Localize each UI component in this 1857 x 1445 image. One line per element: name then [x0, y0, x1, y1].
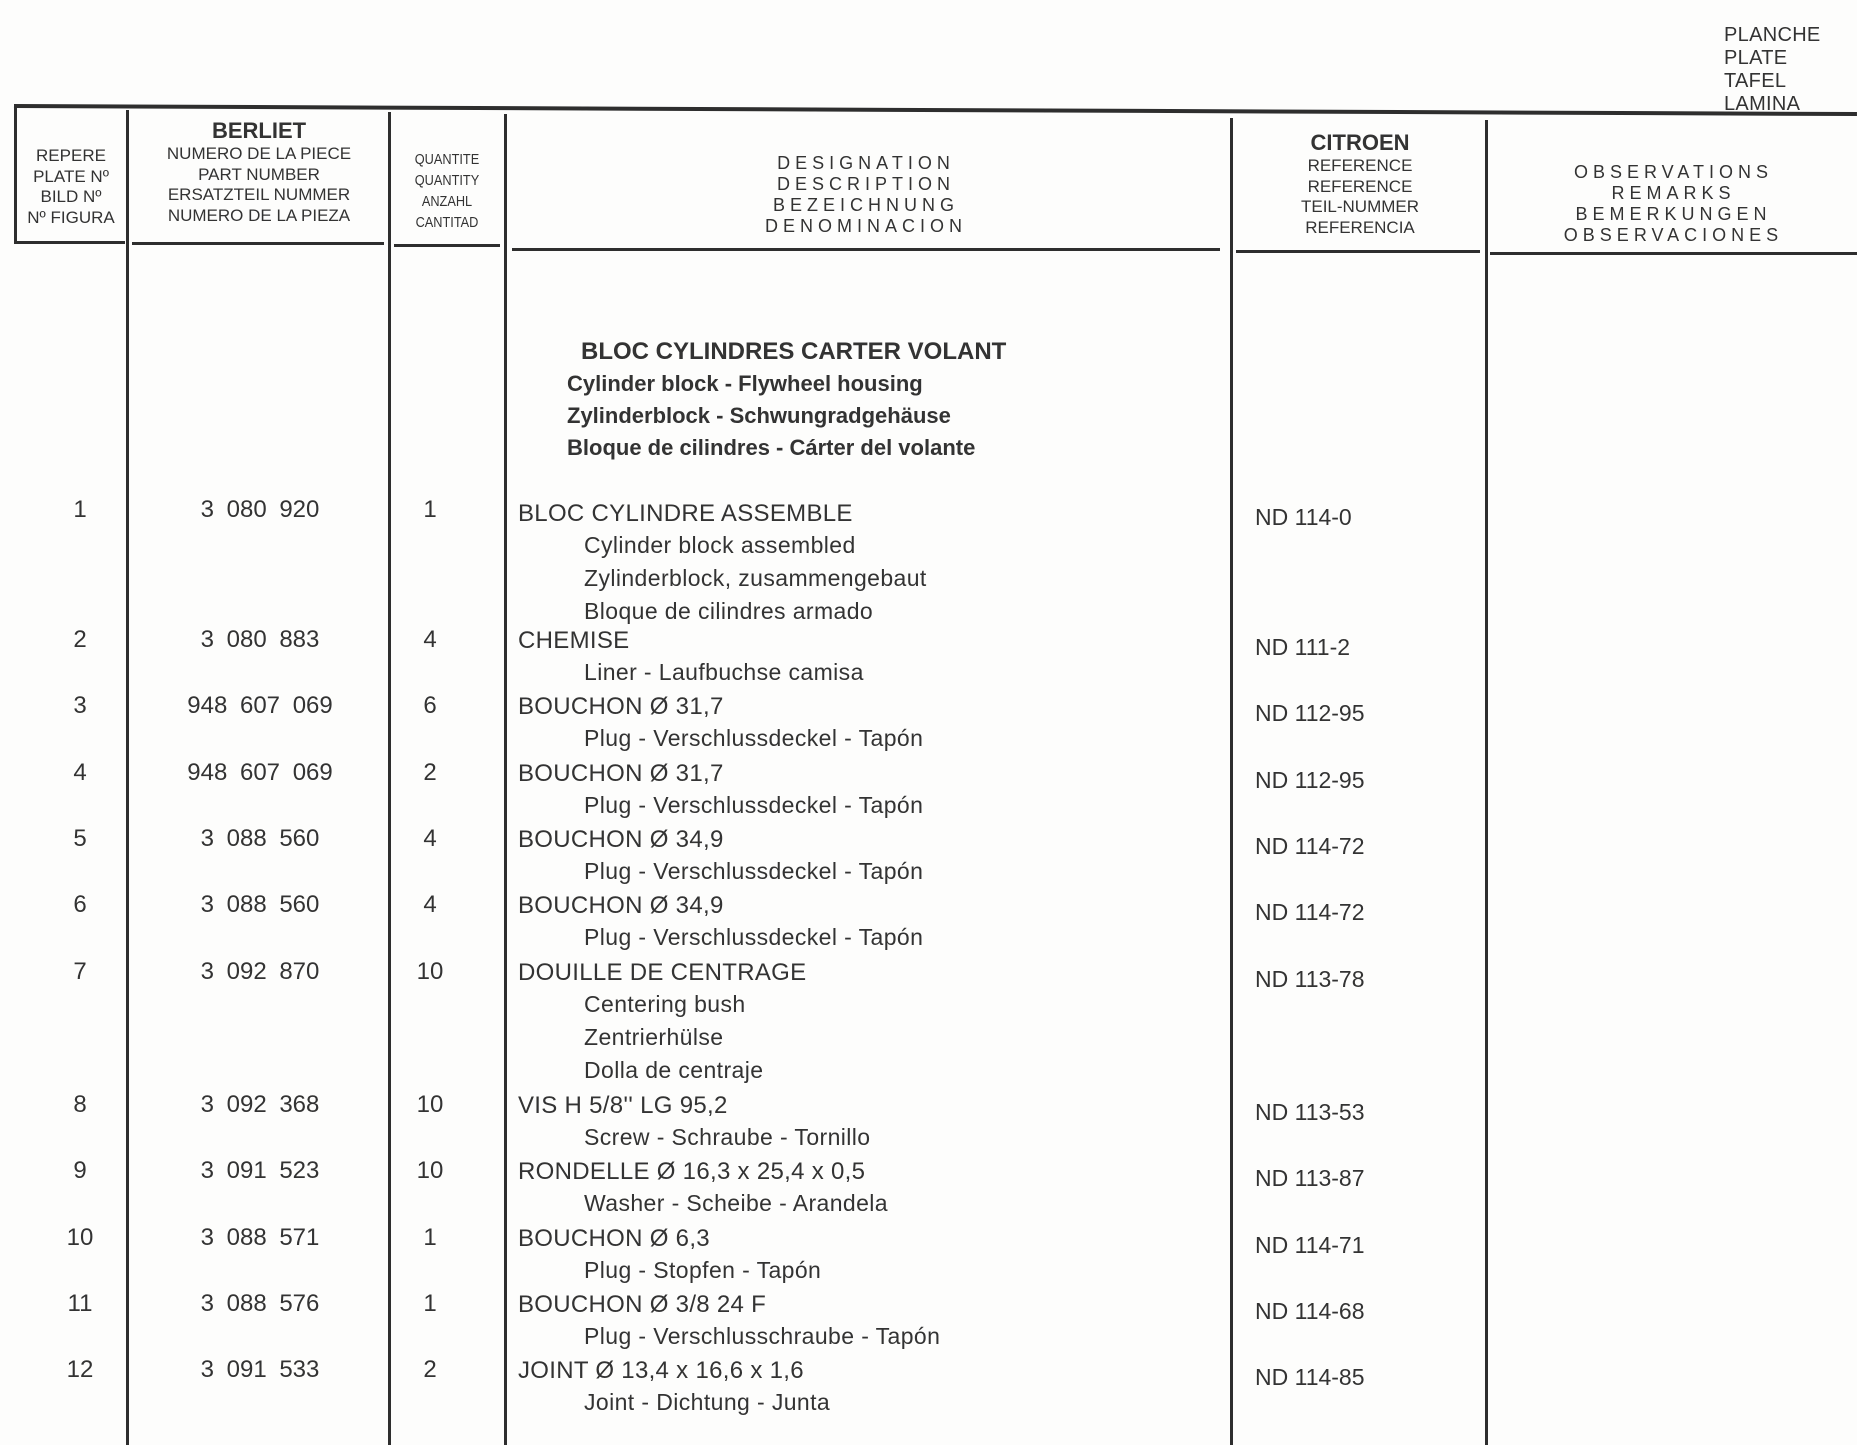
row-ref: 2 — [73, 626, 87, 653]
row-designation — [518, 1157, 888, 1220]
header-repere-line: REPERE — [36, 146, 106, 165]
row-ref: 5 — [73, 825, 87, 852]
table-row — [0, 496, 1857, 624]
row-designation-main: RONDELLE Ø 16,3 x 25,4 x 0,5 — [518, 1158, 866, 1185]
header-observations-line: BEMERKUNGEN — [1575, 204, 1772, 224]
table-row — [0, 759, 1857, 819]
plate-label-line: LAMINA — [1724, 93, 1801, 115]
header-citroen-brand: CITROEN — [1310, 130, 1410, 155]
plate-label-line: PLANCHE — [1724, 24, 1821, 46]
row-part-number: 3 088 576 — [200, 1290, 320, 1317]
row-designation-translation: Liner - Laufbuchse camisa — [584, 659, 864, 685]
row-citroen-ref: ND 114-0 — [1255, 504, 1352, 530]
row-citroen-ref: ND 114-71 — [1255, 1232, 1365, 1258]
header-quantite-line: QUANTITE — [414, 151, 480, 168]
plate-label-line: PLATE — [1724, 47, 1788, 69]
row-designation — [518, 958, 806, 1087]
row-designation-translation: Screw - Schraube - Tornillo — [584, 1124, 871, 1150]
row-citroen-ref: ND 114-68 — [1255, 1298, 1365, 1324]
row-ref: 3 — [73, 692, 87, 719]
row-designation — [518, 1091, 871, 1154]
header-berliet-line: NUMERO DE LA PIEZA — [167, 205, 351, 225]
row-designation-main: BOUCHON Ø 6,3 — [518, 1225, 710, 1252]
row-designation-main: BOUCHON Ø 34,9 — [518, 892, 724, 919]
section-title — [567, 336, 1006, 464]
header-underline — [132, 242, 384, 245]
row-quantity: 10 — [416, 1157, 444, 1184]
header-observations-line: REMARKS — [1611, 183, 1736, 203]
table-row — [0, 958, 1857, 1083]
row-citroen-ref: ND 111-2 — [1255, 634, 1351, 660]
row-quantity: 4 — [423, 626, 437, 653]
row-designation-translation: Zentrierhülse — [584, 1024, 724, 1050]
row-designation — [518, 626, 864, 689]
row-quantity: 6 — [423, 692, 437, 719]
header-quantite-line: QUANTITY — [414, 172, 480, 189]
header-designation — [512, 153, 1220, 237]
table-row — [0, 825, 1857, 885]
table-row — [0, 626, 1857, 686]
row-ref: 11 — [67, 1290, 93, 1317]
header-quantite-line: CANTITAD — [415, 214, 479, 231]
row-part-number: 3 080 883 — [200, 626, 320, 653]
header-underline — [1490, 252, 1857, 255]
row-part-number: 3 088 571 — [200, 1224, 320, 1251]
header-citroen-line: REFERENCIA — [1305, 217, 1415, 237]
row-citroen-ref: ND 114-85 — [1255, 1364, 1365, 1390]
row-part-number: 3 080 920 — [200, 496, 320, 523]
header-designation-line: DESCRIPTION — [776, 174, 955, 194]
row-ref: 7 — [73, 958, 87, 985]
row-citroen-ref: ND 114-72 — [1255, 899, 1365, 925]
row-part-number: 3 088 560 — [200, 891, 320, 918]
row-designation — [518, 759, 923, 822]
row-designation-main: JOINT Ø 13,4 x 16,6 x 1,6 — [518, 1357, 804, 1384]
row-designation-translation: Plug - Verschlussdeckel - Tapón — [584, 792, 924, 818]
row-part-number: 3 091 533 — [200, 1356, 320, 1383]
header-berliet-line: PART NUMBER — [198, 164, 320, 184]
row-ref: 12 — [66, 1356, 94, 1383]
row-ref: 1 — [73, 496, 87, 523]
row-designation-translation: Plug - Verschlussdeckel - Tapón — [584, 725, 924, 751]
header-quantite-line: ANZAHL — [421, 193, 473, 210]
section-title-translation: Cylinder block - Flywheel housing — [567, 371, 923, 396]
header-citroen-line: TEIL-NUMMER — [1300, 197, 1420, 216]
table-row — [0, 692, 1857, 752]
row-designation — [518, 1224, 821, 1287]
row-designation — [518, 499, 927, 628]
header-repere-line: Nº FIGURA — [27, 207, 115, 227]
header-observations-line: OBSERVACIONES — [1563, 225, 1784, 245]
header-repere-line: PLATE Nº — [33, 166, 109, 186]
row-citroen-ref: ND 113-53 — [1255, 1099, 1365, 1125]
row-quantity: 1 — [423, 1290, 437, 1317]
row-designation — [518, 1290, 940, 1353]
row-citroen-ref: ND 112-95 — [1255, 700, 1365, 726]
row-quantity: 4 — [423, 891, 437, 918]
row-designation-translation: Plug - Verschlusschraube - Tapón — [584, 1323, 941, 1349]
table-row — [0, 891, 1857, 951]
row-quantity: 4 — [423, 825, 437, 852]
plate-label-line: TAFEL — [1724, 70, 1787, 92]
header-underline — [394, 244, 500, 247]
plate-label — [1724, 24, 1844, 116]
header-citroen — [1234, 130, 1486, 238]
row-part-number: 3 092 870 — [200, 958, 320, 985]
row-designation-translation: Zylinderblock, zusammengebaut — [584, 565, 927, 591]
row-designation-main: BOUCHON Ø 31,7 — [518, 693, 724, 720]
row-ref: 8 — [73, 1091, 87, 1118]
row-designation-translation: Washer - Scheibe - Arandela — [584, 1190, 888, 1216]
header-underline — [512, 248, 1220, 251]
row-designation-translation: Plug - Stopfen - Tapón — [584, 1257, 822, 1283]
section-title-main: BLOC CYLINDRES CARTER VOLANT — [581, 338, 1007, 365]
row-designation-main: BLOC CYLINDRE ASSEMBLE — [518, 500, 853, 527]
row-citroen-ref: ND 114-72 — [1255, 833, 1365, 859]
row-quantity: 2 — [423, 759, 437, 786]
section-title-translation: Zylinderblock - Schwungradgehäuse — [567, 403, 951, 428]
header-designation-line: DESIGNATION — [777, 153, 955, 173]
header-designation-line: BEZEICHNUNG — [772, 195, 959, 215]
row-designation-translation: Dolla de centraje — [584, 1057, 764, 1083]
header-underline — [1236, 250, 1480, 253]
row-part-number: 3 088 560 — [200, 825, 320, 852]
header-citroen-line: REFERENCE — [1307, 156, 1413, 175]
header-berliet-brand: BERLIET — [211, 118, 307, 143]
section-title-translation: Bloque de cilindres - Cárter del volante — [567, 435, 976, 460]
header-quantite — [392, 149, 502, 233]
row-designation-main: VIS H 5/8'' LG 95,2 — [518, 1092, 728, 1119]
row-quantity: 10 — [416, 1091, 444, 1118]
row-designation — [518, 692, 923, 755]
row-part-number: 3 091 523 — [200, 1157, 320, 1184]
row-designation-translation: Centering bush — [584, 991, 746, 1017]
header-designation-line: DENOMINACION — [764, 216, 967, 236]
row-designation-translation: Bloque de cilindres armado — [584, 598, 874, 624]
row-quantity: 1 — [423, 1224, 437, 1251]
row-ref: 10 — [66, 1224, 94, 1251]
row-part-number: 948 607 069 — [187, 759, 333, 786]
table-top-rule — [14, 104, 1857, 116]
header-citroen-line: REFERENCE — [1307, 176, 1413, 196]
header-berliet-line: NUMERO DE LA PIECE — [166, 144, 352, 163]
row-citroen-ref: ND 113-78 — [1255, 966, 1365, 992]
row-part-number: 3 092 368 — [200, 1091, 320, 1118]
row-designation-translation: Plug - Verschlussdeckel - Tapón — [584, 924, 924, 950]
row-designation-translation: Joint - Dichtung - Junta — [584, 1389, 831, 1415]
row-designation-translation: Plug - Verschlussdeckel - Tapón — [584, 858, 924, 884]
table-row — [0, 1157, 1857, 1217]
row-designation-translation: Cylinder block assembled — [584, 532, 856, 558]
row-quantity: 1 — [423, 496, 437, 523]
header-underline — [17, 241, 125, 244]
row-quantity: 2 — [423, 1356, 437, 1383]
row-designation-main: BOUCHON Ø 31,7 — [518, 760, 724, 787]
row-citroen-ref: ND 113-87 — [1255, 1165, 1365, 1191]
table-row — [0, 1290, 1857, 1350]
table-row — [0, 1356, 1857, 1416]
row-designation-main: BOUCHON Ø 3/8 24 F — [518, 1291, 767, 1318]
header-repere-line: BILD Nº — [40, 187, 102, 206]
row-ref: 6 — [73, 891, 87, 918]
header-observations — [1490, 162, 1857, 246]
row-designation-main: CHEMISE — [518, 627, 630, 654]
row-designation — [518, 891, 923, 954]
row-part-number: 948 607 069 — [187, 692, 333, 719]
header-repere — [17, 146, 125, 228]
header-berliet-line: ERSATZTEIL NUMMER — [167, 185, 351, 204]
row-quantity: 10 — [416, 958, 444, 985]
row-designation-main: BOUCHON Ø 34,9 — [518, 826, 724, 853]
row-ref: 9 — [73, 1157, 87, 1184]
row-ref: 4 — [73, 759, 87, 786]
table-row — [0, 1091, 1857, 1151]
header-observations-line: OBSERVATIONS — [1573, 162, 1774, 182]
row-designation-main: DOUILLE DE CENTRAGE — [518, 959, 807, 986]
row-designation — [518, 1356, 830, 1419]
table-row — [0, 1224, 1857, 1284]
row-designation — [518, 825, 923, 888]
row-citroen-ref: ND 112-95 — [1255, 767, 1365, 793]
header-berliet — [132, 118, 386, 226]
